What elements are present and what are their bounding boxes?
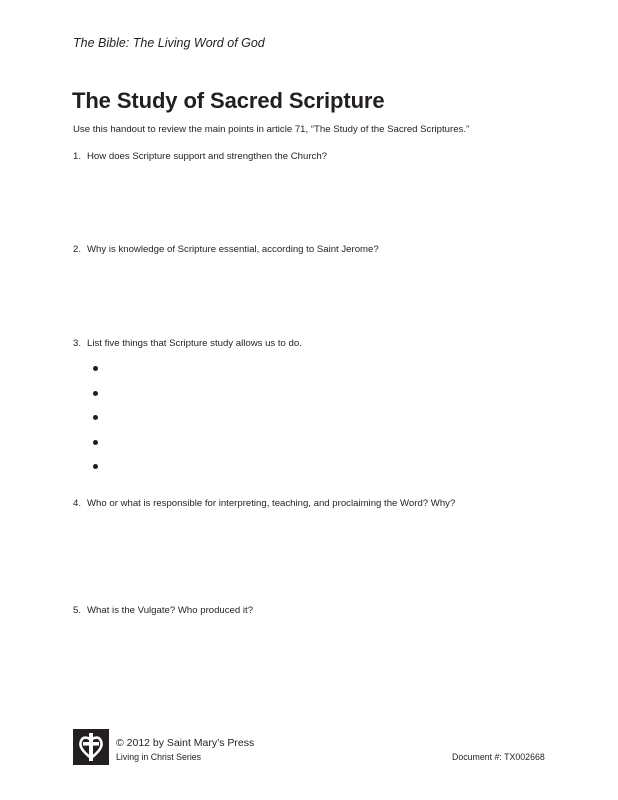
question-number: 5.	[73, 605, 82, 616]
question-4	[73, 498, 455, 509]
bullet-icon	[93, 440, 98, 445]
question-text: How does Scripture support and strengthen the Church?	[87, 151, 327, 162]
bullet-icon	[93, 415, 98, 420]
question-5	[73, 605, 253, 616]
question-1	[73, 151, 327, 162]
copyright-text: © 2012 by Saint Mary’s Press	[116, 737, 255, 749]
question-number: 2.	[73, 244, 82, 255]
question-number: 4.	[73, 498, 82, 509]
question-text: What is the Vulgate? Who produced it?	[87, 605, 254, 616]
question-number: 3.	[73, 338, 82, 349]
page-title: The Study of Sacred Scripture	[72, 88, 385, 113]
bullet-icon	[93, 464, 98, 469]
series-name: Living in Christ Series	[116, 752, 202, 762]
saint-marys-press-logo-icon	[73, 729, 109, 765]
question-text: Who or what is responsible for interpreting, teaching, and proclaiming the Word? Why?	[87, 498, 456, 509]
intro-text: Use this handout to review the main points in article 71, “The Study of the Sacred Scriptures.”	[73, 124, 470, 135]
series-title: The Bible: The Living Word of God	[73, 36, 265, 50]
question-3	[73, 338, 302, 349]
bullet-icon	[93, 391, 98, 396]
bullet-icon	[93, 366, 98, 371]
question-text: List five things that Scripture study allows us to do.	[87, 338, 302, 349]
document-number: Document #: TX002668	[452, 752, 545, 762]
question-number: 1.	[73, 151, 82, 162]
question-text: Why is knowledge of Scripture essential, according to Saint Jerome?	[87, 244, 379, 255]
question-2	[73, 244, 379, 255]
